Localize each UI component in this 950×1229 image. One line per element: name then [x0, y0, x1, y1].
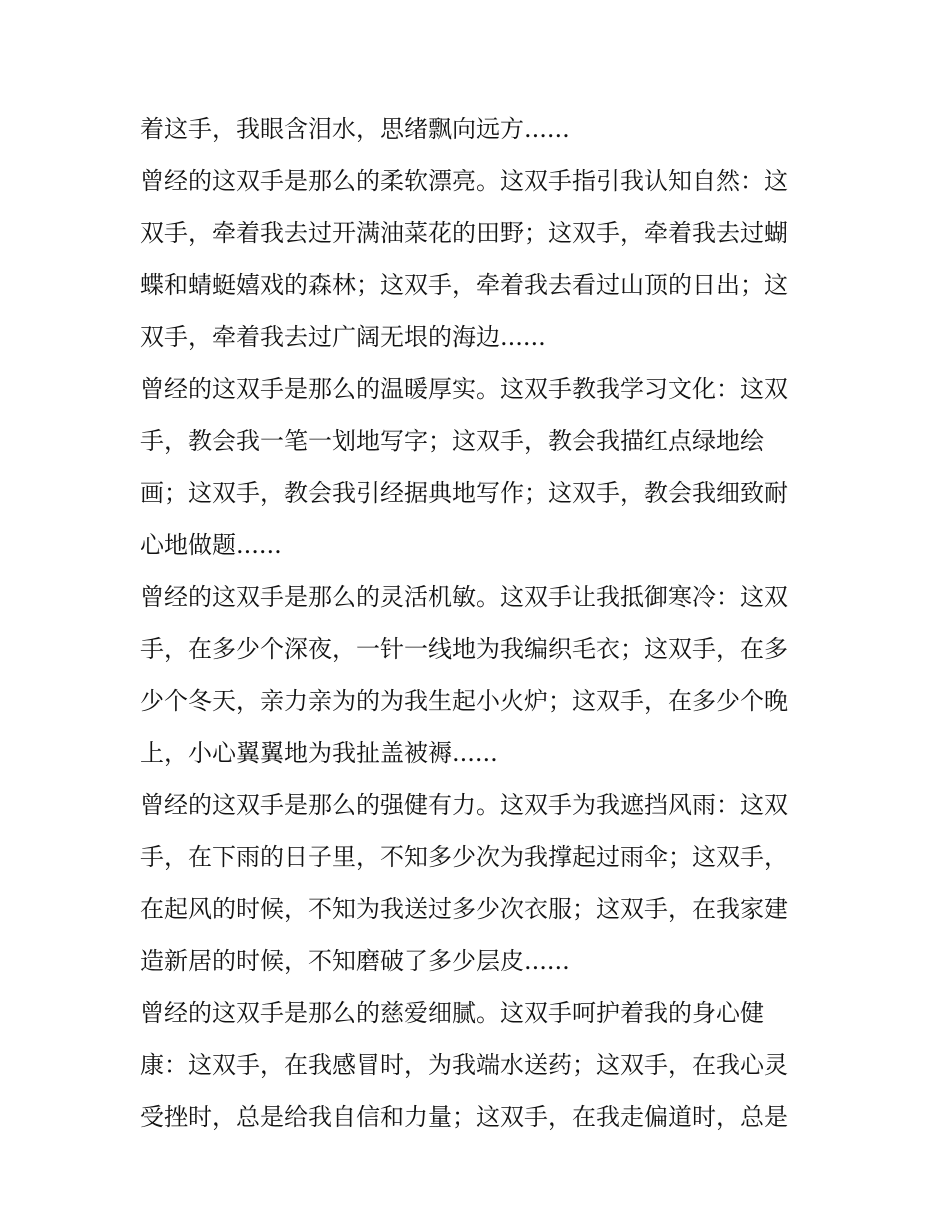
text-line: 曾经的这双手是那么的温暖厚实。这双手教我学习文化：这双 [140, 375, 788, 403]
text-line: 画；这双手，教会我引经据典地写作；这双手，教会我细致耐 [140, 479, 788, 507]
text-line: 手，在多少个深夜，一针一线地为我编织毛衣；这双手，在多 [140, 635, 788, 663]
text-line: 曾经的这双手是那么的灵活机敏。这双手让我抵御寒冷：这双 [140, 583, 788, 611]
body-text [140, 103, 820, 1143]
text-line: 双手，牵着我去过广阔无垠的海边...... [140, 323, 546, 351]
text-line: 心地做题...... [140, 531, 282, 559]
text-line: 蝶和蜻蜓嬉戏的森林；这双手，牵着我去看过山顶的日出；这 [140, 271, 788, 299]
text-line: 康：这双手，在我感冒时，为我端水送药；这双手，在我心灵 [140, 1051, 788, 1079]
text-line: 在起风的时候，不知为我送过多少次衣服；这双手，在我家建 [140, 895, 788, 923]
text-line: 造新居的时候，不知磨破了多少层皮...... [140, 947, 570, 975]
text-line: 双手，牵着我去过开满油菜花的田野；这双手，牵着我去过蝴 [140, 219, 788, 247]
text-line: 曾经的这双手是那么的强健有力。这双手为我遮挡风雨：这双 [140, 791, 788, 819]
text-line: 上，小心翼翼地为我扯盖被褥...... [140, 739, 498, 767]
text-line: 着这手，我眼含泪水，思绪飘向远方...... [140, 115, 570, 143]
text-line: 曾经的这双手是那么的柔软漂亮。这双手指引我认知自然：这 [140, 167, 788, 195]
text-line: 曾经的这双手是那么的慈爱细腻。这双手呵护着我的身心健 [140, 999, 764, 1027]
text-line: 少个冬天，亲力亲为的为我生起小火炉；这双手，在多少个晚 [140, 687, 788, 715]
text-line: 手，在下雨的日子里，不知多少次为我撑起过雨伞；这双手， [140, 843, 788, 871]
text-line: 受挫时，总是给我自信和力量；这双手，在我走偏道时，总是 [140, 1103, 788, 1131]
text-line: 手，教会我一笔一划地写字；这双手，教会我描红点绿地绘 [140, 427, 764, 455]
